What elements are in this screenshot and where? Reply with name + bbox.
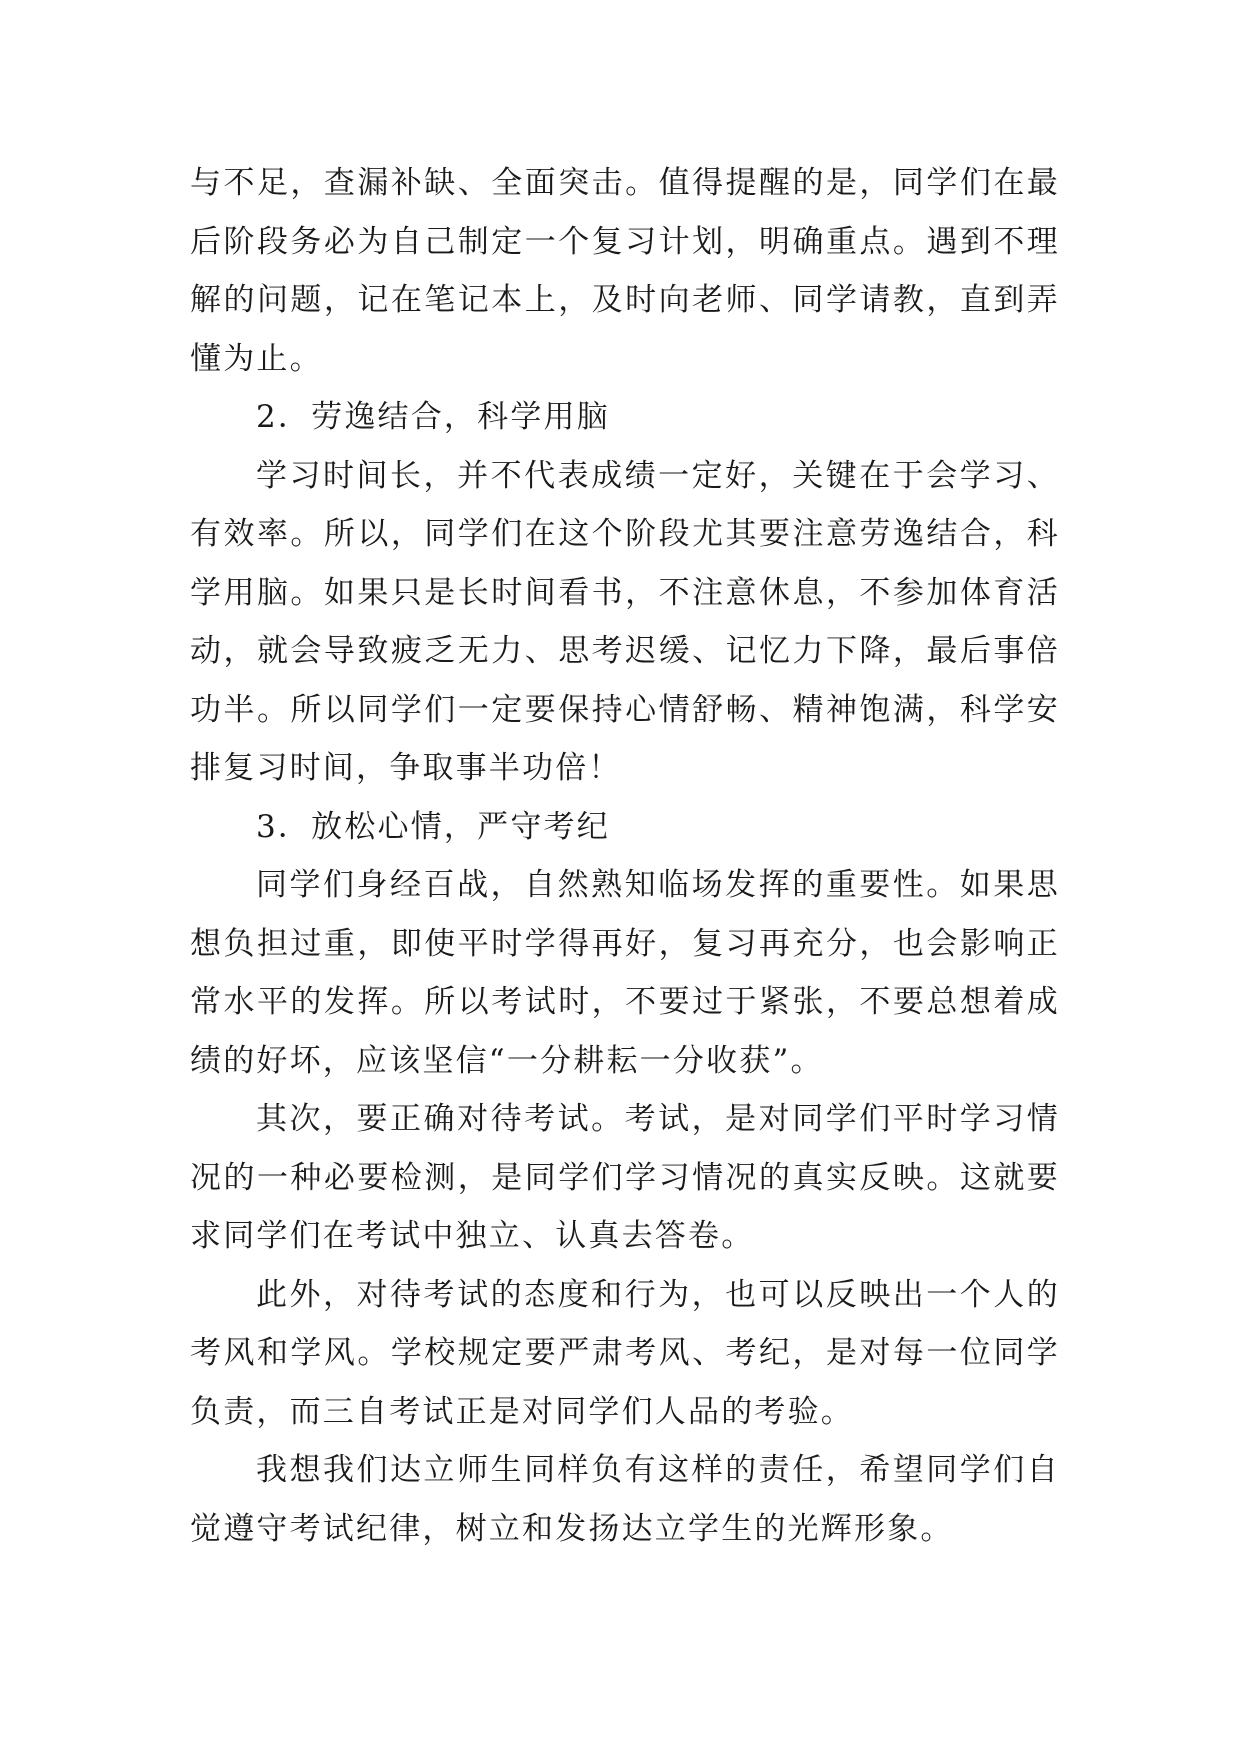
- paragraph-continuation: 与不足，查漏补缺、全面突击。值得提醒的是，同学们在最后阶段务必为自己制定一个复习计划，明确重点。遇到不理解的问题，记在笔记本上，及时向老师、同学请教，直到弄懂为止。: [190, 165, 1060, 377]
- paragraph: 同学们身经百战，自然熟知临场发挥的重要性。如果思想负担过重，即使平时学得再好，复习再充分，也会影响正常水平的发挥。所以考试时，不要过于紧张，不要总想着成绩的好坏，应该坚信“一分耕耘一分收获”。: [190, 867, 1060, 1079]
- paragraph: 其次，要正确对待考试。考试，是对同学们平时学习情况的一种必要检测，是同学们学习情况的真实反映。这就要求同学们在考试中独立、认真去答卷。: [190, 1101, 1060, 1254]
- document-body: [190, 154, 1060, 1558]
- paragraph: 学习时间长，并不代表成绩一定好，关键在于会学习、有效率。所以，同学们在这个阶段尤其要注意劳逸结合，科学用脑。如果只是长时间看书，不注意休息，不参加体育活动，就会导致疲乏无力、思考迟缓、记忆力下降，最后事倍功半。所以同学们一定要保持心情舒畅、精神饱满，科学安排复习时间，争取事半功倍！: [190, 457, 1060, 786]
- paragraph: 我想我们达立师生同样负有这样的责任，希望同学们自觉遵守考试纪律，树立和发扬达立学生的光辉形象。: [190, 1452, 1060, 1547]
- paragraph: 此外，对待考试的态度和行为，也可以反映出一个人的考风和学风。学校规定要严肃考风、考纪，是对每一位同学负责，而三自考试正是对同学们人品的考验。: [190, 1276, 1060, 1430]
- section-heading-3: 3．放松心情，严守考纪: [256, 808, 610, 845]
- section-heading-2: 2．劳逸结合，科学用脑: [256, 399, 610, 435]
